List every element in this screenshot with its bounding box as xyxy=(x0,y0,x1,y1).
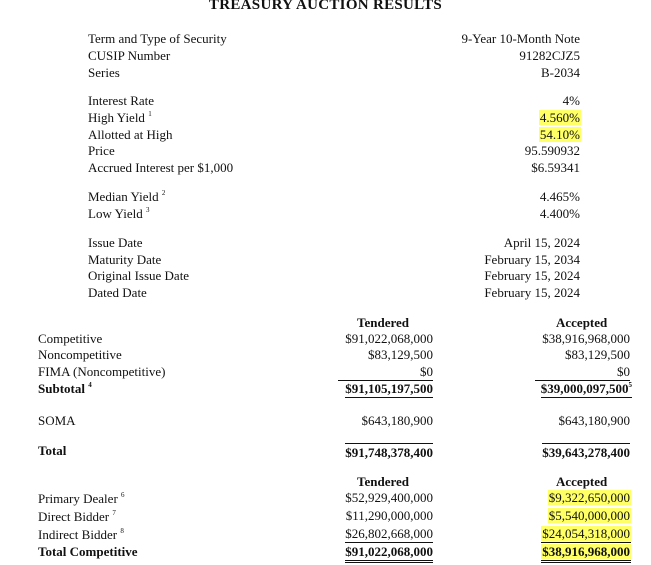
accepted-header: Accepted xyxy=(556,315,608,330)
noncompetitive-tendered: $83,129,500 xyxy=(368,347,433,362)
direct-bidder-accepted: $5,540,000,000 xyxy=(548,508,630,523)
term-label: Term and Type of Security xyxy=(88,31,227,46)
footnote-1: 1 xyxy=(148,110,152,118)
competitive-tendered: $91,022,068,000 xyxy=(345,331,433,346)
term-value: 9-Year 10-Month Note xyxy=(461,31,580,46)
interest-rate-value: 4% xyxy=(562,93,580,108)
total-accepted: $39,643,278,400 xyxy=(542,445,630,460)
total-label: Total xyxy=(38,443,67,458)
low-yield-label: Low Yield $^3$ xyxy=(88,206,150,221)
subtotal-label: Subtotal $^4$ xyxy=(38,381,92,396)
fima-label: FIMA (Noncompetitive) xyxy=(38,364,166,379)
tendered-header-2: Tendered xyxy=(357,474,410,489)
competitive-accepted: $38,916,968,000 xyxy=(542,331,630,346)
noncompetitive-accepted: $83,129,500 xyxy=(565,347,630,362)
series-value: B-2034 xyxy=(541,65,580,80)
maturity-date-label: Maturity Date xyxy=(88,252,162,267)
accepted-header-2: Accepted xyxy=(556,474,608,489)
fima-tendered: $0 xyxy=(338,364,433,381)
direct-bidder-tendered: $11,290,000,000 xyxy=(345,508,433,523)
footnote-7: 7 xyxy=(112,509,116,517)
indirect-bidder-label: Indirect Bidder $^8$ xyxy=(38,527,124,542)
series-label: Series xyxy=(88,65,120,80)
primary-dealer-tendered: $52,929,400,000 xyxy=(345,490,433,505)
dated-date-value: February 15, 2024 xyxy=(484,285,580,300)
allotted-label: Allotted at High xyxy=(88,127,173,142)
subtotal-tendered: $91,105,197,500 xyxy=(345,381,433,396)
competitive-label: Competitive xyxy=(38,331,103,346)
direct-bidder-label: Direct Bidder $^7$ xyxy=(38,509,116,524)
issue-date-label: Issue Date xyxy=(88,235,143,250)
cusip-label: CUSIP Number xyxy=(88,48,171,63)
indirect-bidder-tendered: $26,802,668,000 xyxy=(345,526,433,541)
footnote-3: 3 xyxy=(146,206,150,214)
total-tendered: $91,748,378,400 xyxy=(345,445,433,460)
footnote-2: 2 xyxy=(161,189,166,197)
total-competitive-tendered: $91,022,068,000 xyxy=(345,544,433,563)
total-competitive-label: Total Competitive xyxy=(38,544,138,559)
accrued-value: $6.59341 xyxy=(531,160,580,175)
primary-dealer-accepted: $9,322,650,000 xyxy=(548,490,630,505)
interest-rate-label: Interest Rate xyxy=(88,93,155,108)
issue-date-value: April 15, 2024 xyxy=(503,235,580,250)
page-title: TREASURY AUCTION RESULTS xyxy=(208,0,443,13)
price-value: 95.590932 xyxy=(524,143,580,158)
noncompetitive-label: Noncompetitive xyxy=(38,347,122,362)
fima-accepted: $0 xyxy=(535,364,630,381)
low-yield-value: 4.400% xyxy=(539,206,580,221)
median-yield-value: 4.465% xyxy=(539,189,580,204)
soma-tendered: $643,180,900 xyxy=(361,413,433,428)
high-yield-value: 4.560% xyxy=(539,110,580,125)
footnote-6: 6 xyxy=(121,491,125,499)
footnote-8: 8 xyxy=(120,527,124,535)
allotted-value: 54.10% xyxy=(539,127,580,142)
subtotal-accepted: $39,000,097,500$^5$ xyxy=(540,381,632,396)
total-competitive-accepted: $38,916,968,000 xyxy=(541,544,631,563)
dated-date-label: Dated Date xyxy=(88,285,147,300)
tendered-header: Tendered xyxy=(357,315,410,330)
price-label: Price xyxy=(88,143,115,158)
median-yield-label: Median Yield $^2$ xyxy=(88,189,166,204)
maturity-date-value: February 15, 2034 xyxy=(484,252,580,267)
footnote-5: 5 xyxy=(628,381,632,389)
soma-label: SOMA xyxy=(38,413,76,428)
primary-dealer-label: Primary Dealer $^6$ xyxy=(38,491,125,506)
high-yield-label: High Yield $^1$ xyxy=(88,110,152,125)
accrued-label: Accrued Interest per $1,000 xyxy=(88,160,234,175)
soma-accepted: $643,180,900 xyxy=(558,413,630,428)
original-issue-date-label: Original Issue Date xyxy=(88,268,190,283)
footnote-4: 4 xyxy=(88,381,92,389)
indirect-bidder-accepted: $24,054,318,000 xyxy=(542,526,630,541)
original-issue-date-value: February 15, 2024 xyxy=(484,268,580,283)
cusip-value: 91282CJZ5 xyxy=(519,48,580,63)
